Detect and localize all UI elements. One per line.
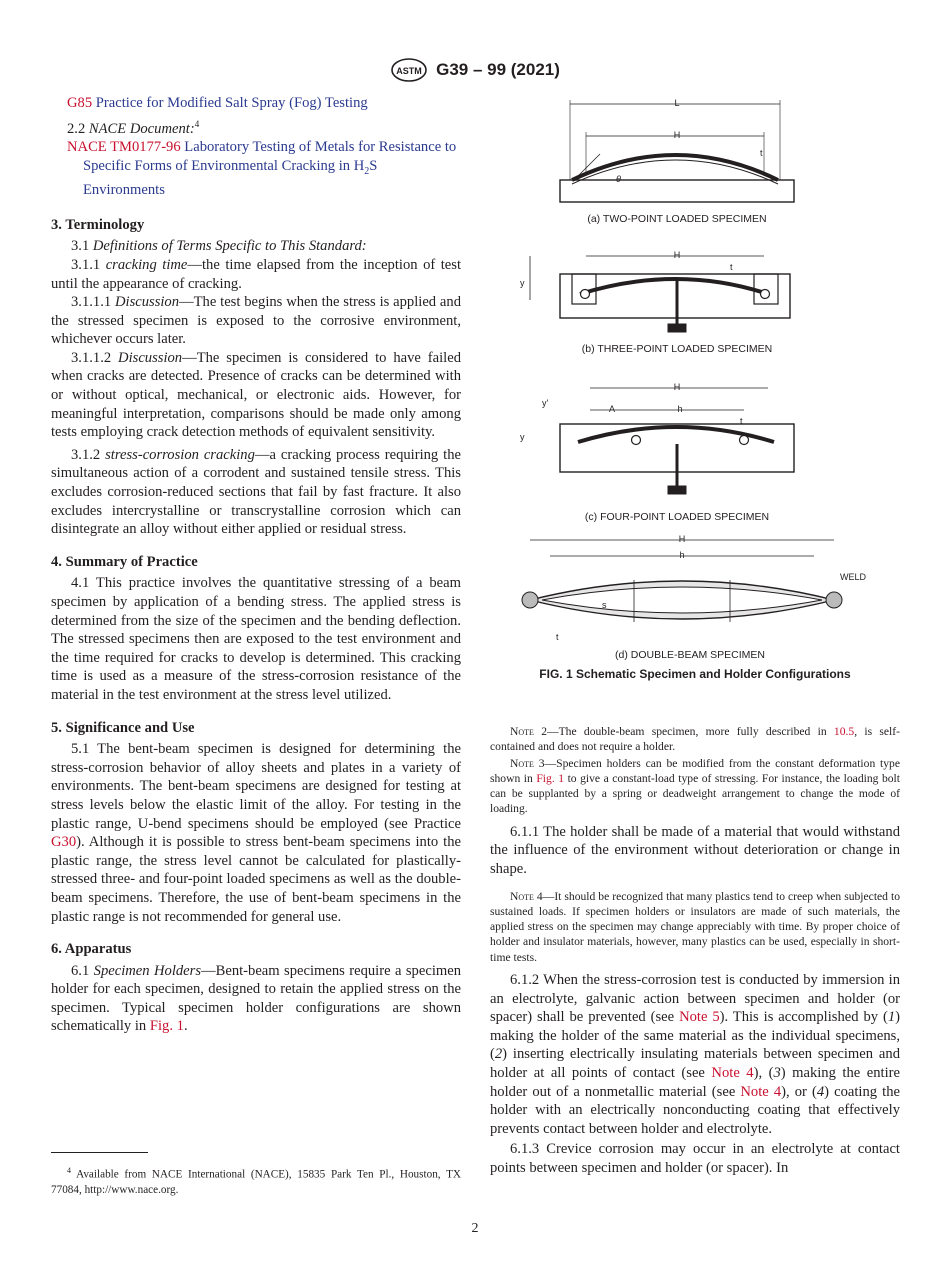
- paragraph: 6.1 Specimen Holders—Bent-beam specimens require a specimen holder for each specimen, designed to retain the applied stress on the specimen. Typical specimen holder configurations are shown schematically in Fig. 1.: [51, 962, 461, 1035]
- link-note-5[interactable]: Note 5: [679, 1009, 720, 1026]
- footnote-rule: [51, 1152, 148, 1153]
- paragraph: 6.1.2 When the stress-corrosion test is conducted by immersion in an electrolyte, galvanic action between specimen and holder (or spacer) shall be prevented (see Note 5). This is accomplished by (1) making the holder of the same material as the individual specimens, (2) inserting electrically insulating materials between specimen and holder at all points of contact (see Note 4), (3) making the entire holder out of a nonmetallic material (see Note 4), or (4) coating the holder with an electrically nonconducting coating that effectively prevents contact between holder and electrolyte.: [490, 972, 900, 1137]
- reference-g85: [67, 94, 461, 113]
- svg-text:WELD: WELD: [840, 572, 867, 582]
- svg-text:(c) FOUR-POINT LOADED SPECIMEN: (c) FOUR-POINT LOADED SPECIMEN: [584, 511, 770, 523]
- link-fig-1[interactable]: Fig. 1: [149, 1018, 184, 1035]
- reference-nace: [67, 138, 461, 200]
- link-note-4[interactable]: Note 4: [740, 1083, 782, 1100]
- svg-text:A: A: [608, 404, 616, 414]
- link-note-4[interactable]: Note 4: [711, 1065, 754, 1082]
- svg-text:y: y: [520, 278, 525, 288]
- paragraph: 3.1.1.1 Discussion—The test begins when the stress is applied and the stressed specimen is exposed to the corrosive environment, whichever occurs later.: [51, 294, 461, 348]
- ref-title-link[interactable]: Laboratory Testing of Metals for Resistance to Specific Forms of Environmental Cracking in $H_2S$ Environments: [83, 139, 457, 199]
- svg-text:h: h: [679, 550, 685, 560]
- paragraph: 3.1.1 cracking time—the time elapsed from the inception of test until the appearance of cracking.: [51, 256, 461, 292]
- svg-text:y': y': [542, 398, 549, 408]
- svg-text:H: H: [678, 534, 686, 544]
- astm-logo-icon: [390, 58, 428, 82]
- ref-code-link[interactable]: NACE TM0177-96: [67, 139, 181, 156]
- paragraph: 3.1.1.2 Discussion—The specimen is considered to have failed when cracks are detected. Presence of cracks can be determined with or without optical, mechanical, or electronic aids. However, for meaningful interpretation, comparisons should be made only among tests employing crack detection methods of equivalent sensitivity.: [51, 349, 462, 441]
- diagram-c: [520, 382, 794, 523]
- section-heading: 5. Significance and Use: [51, 719, 195, 736]
- section-heading: 6. Apparatus: [51, 941, 132, 958]
- svg-text:t: t: [730, 262, 733, 272]
- svg-text:H: H: [673, 250, 681, 260]
- paragraph: 6.1.3 Crevice corrosion may occur in an electrolyte at contact points between specimen and holder (or spacer). In: [490, 1141, 900, 1176]
- figure-caption: FIG. 1 Schematic Specimen and Holder Configurations: [539, 667, 851, 681]
- left-column: [51, 94, 461, 1036]
- svg-text:θ: θ: [616, 174, 621, 184]
- svg-text:L: L: [674, 98, 680, 108]
- section-2-2: 2.2 NACE Document:$^4$: [67, 118, 200, 137]
- diagram-a: [560, 98, 794, 225]
- paragraph: 5.1 The bent-beam specimen is designed for determining the stress-corrosion behavior of alloy sheets and plates in a variety of environments. The bent-beam specimens are designed for testing at stress levels below the elastic limit of the alloy. For testing in the plastic range, U-bend specimens should be employed (see Practice G30). Although it is possible to stress bent-beam specimens into the plastic range, the stress level cannot be calculated for plastically-stressed three- and four-point loaded specimens as well as the double-beam specimens. Therefore, the use of bent-beam specimens in the plastic range is not recommended for general use.: [51, 741, 461, 925]
- figure-1: [490, 92, 900, 702]
- right-column: [490, 720, 900, 1178]
- ref-title-link[interactable]: Practice for Modified Salt Spray (Fog) Testing: [92, 95, 368, 111]
- svg-text:t: t: [556, 632, 559, 642]
- document-designation: G39 – 99 (2021): [436, 60, 560, 79]
- svg-text:(a) TWO-POINT LOADED SPECIMEN: (a) TWO-POINT LOADED SPECIMEN: [587, 213, 767, 225]
- footnote: $^4$ Available from NACE International (NACE), 15835 Park Ten Pl., Houston, TX 77084, http://www.nace.org.: [51, 1166, 461, 1196]
- link-g30[interactable]: G30: [51, 834, 77, 851]
- svg-text:y: y: [520, 432, 525, 442]
- paragraph: 3.1 Definitions of Terms Specific to This Standard:: [71, 238, 367, 255]
- page-header: [0, 58, 950, 87]
- svg-text:t: t: [760, 148, 763, 158]
- ref-code-link[interactable]: G85: [67, 95, 93, 111]
- svg-text:s: s: [602, 600, 607, 610]
- section-heading: 3. Terminology: [51, 216, 145, 233]
- svg-text:t: t: [740, 416, 743, 426]
- note-2: Note 2—The double-beam specimen, more fully described in 10.5, is self-contained and does not require a holder.: [490, 725, 900, 754]
- diagram-d: [522, 534, 867, 661]
- paragraph: 4.1 This practice involves the quantitative stressing of a beam specimen by application of a bending stress. The applied stress is determined from the size of the specimen and the bending deflection. The stressed specimens then are exposed to the test environment and the time required for cracks to develop is determined. This cracking time is used as a measure of the stress-corrosion resistance of the material in the test environment at the stress level utilized.: [51, 575, 461, 703]
- paragraph: 6.1.1 The holder shall be made of a material that would withstand the influence of the environment without deterioration or change in shape.: [490, 823, 900, 877]
- figure-diagram: [490, 92, 900, 667]
- svg-text:H: H: [673, 382, 681, 392]
- svg-text:ASTM: ASTM: [396, 66, 422, 76]
- page-number: 2: [471, 1221, 479, 1236]
- svg-text:h: h: [677, 404, 683, 414]
- paragraph: 3.1.2 stress-corrosion cracking—a cracking process requiring the simultaneous action of a corrodent and sustained tensile stress. This excludes corrosion-reduced sections that fail by fast fracture. It also excludes intercrystalline or transcrystalline corrosion which can disintegrate an alloy without either applied or residual stress.: [51, 446, 461, 538]
- section-heading: 4. Summary of Practice: [51, 553, 198, 570]
- svg-text:(b) THREE-POINT LOADED SPECIME: (b) THREE-POINT LOADED SPECIMEN: [581, 343, 773, 355]
- svg-text:(d) DOUBLE-BEAM SPECIMEN: (d) DOUBLE-BEAM SPECIMEN: [615, 649, 765, 661]
- link-10-5[interactable]: 10.5: [833, 725, 855, 738]
- note-3: Note 3—Specimen holders can be modified from the constant deformation type shown in Fig. 1 to give a constant-load type of stressing. For instance, the loading bolt can be supplanted by a spring or deadweight arrangement to change the mode of loading.: [490, 756, 900, 816]
- svg-text:H: H: [673, 130, 681, 140]
- note-4: Note 4—It should be recognized that many plastics tend to creep when subjected to sustained loads. If specimen holders or insulators are made of such materials, the applied stress on the specimen may change appreciably with time. By proper choice of holder and insulator materials, however, many plastics can be used, especially in short-time tests.: [490, 889, 900, 964]
- diagram-b: [520, 250, 790, 355]
- link-fig-1[interactable]: Fig. 1: [536, 771, 565, 785]
